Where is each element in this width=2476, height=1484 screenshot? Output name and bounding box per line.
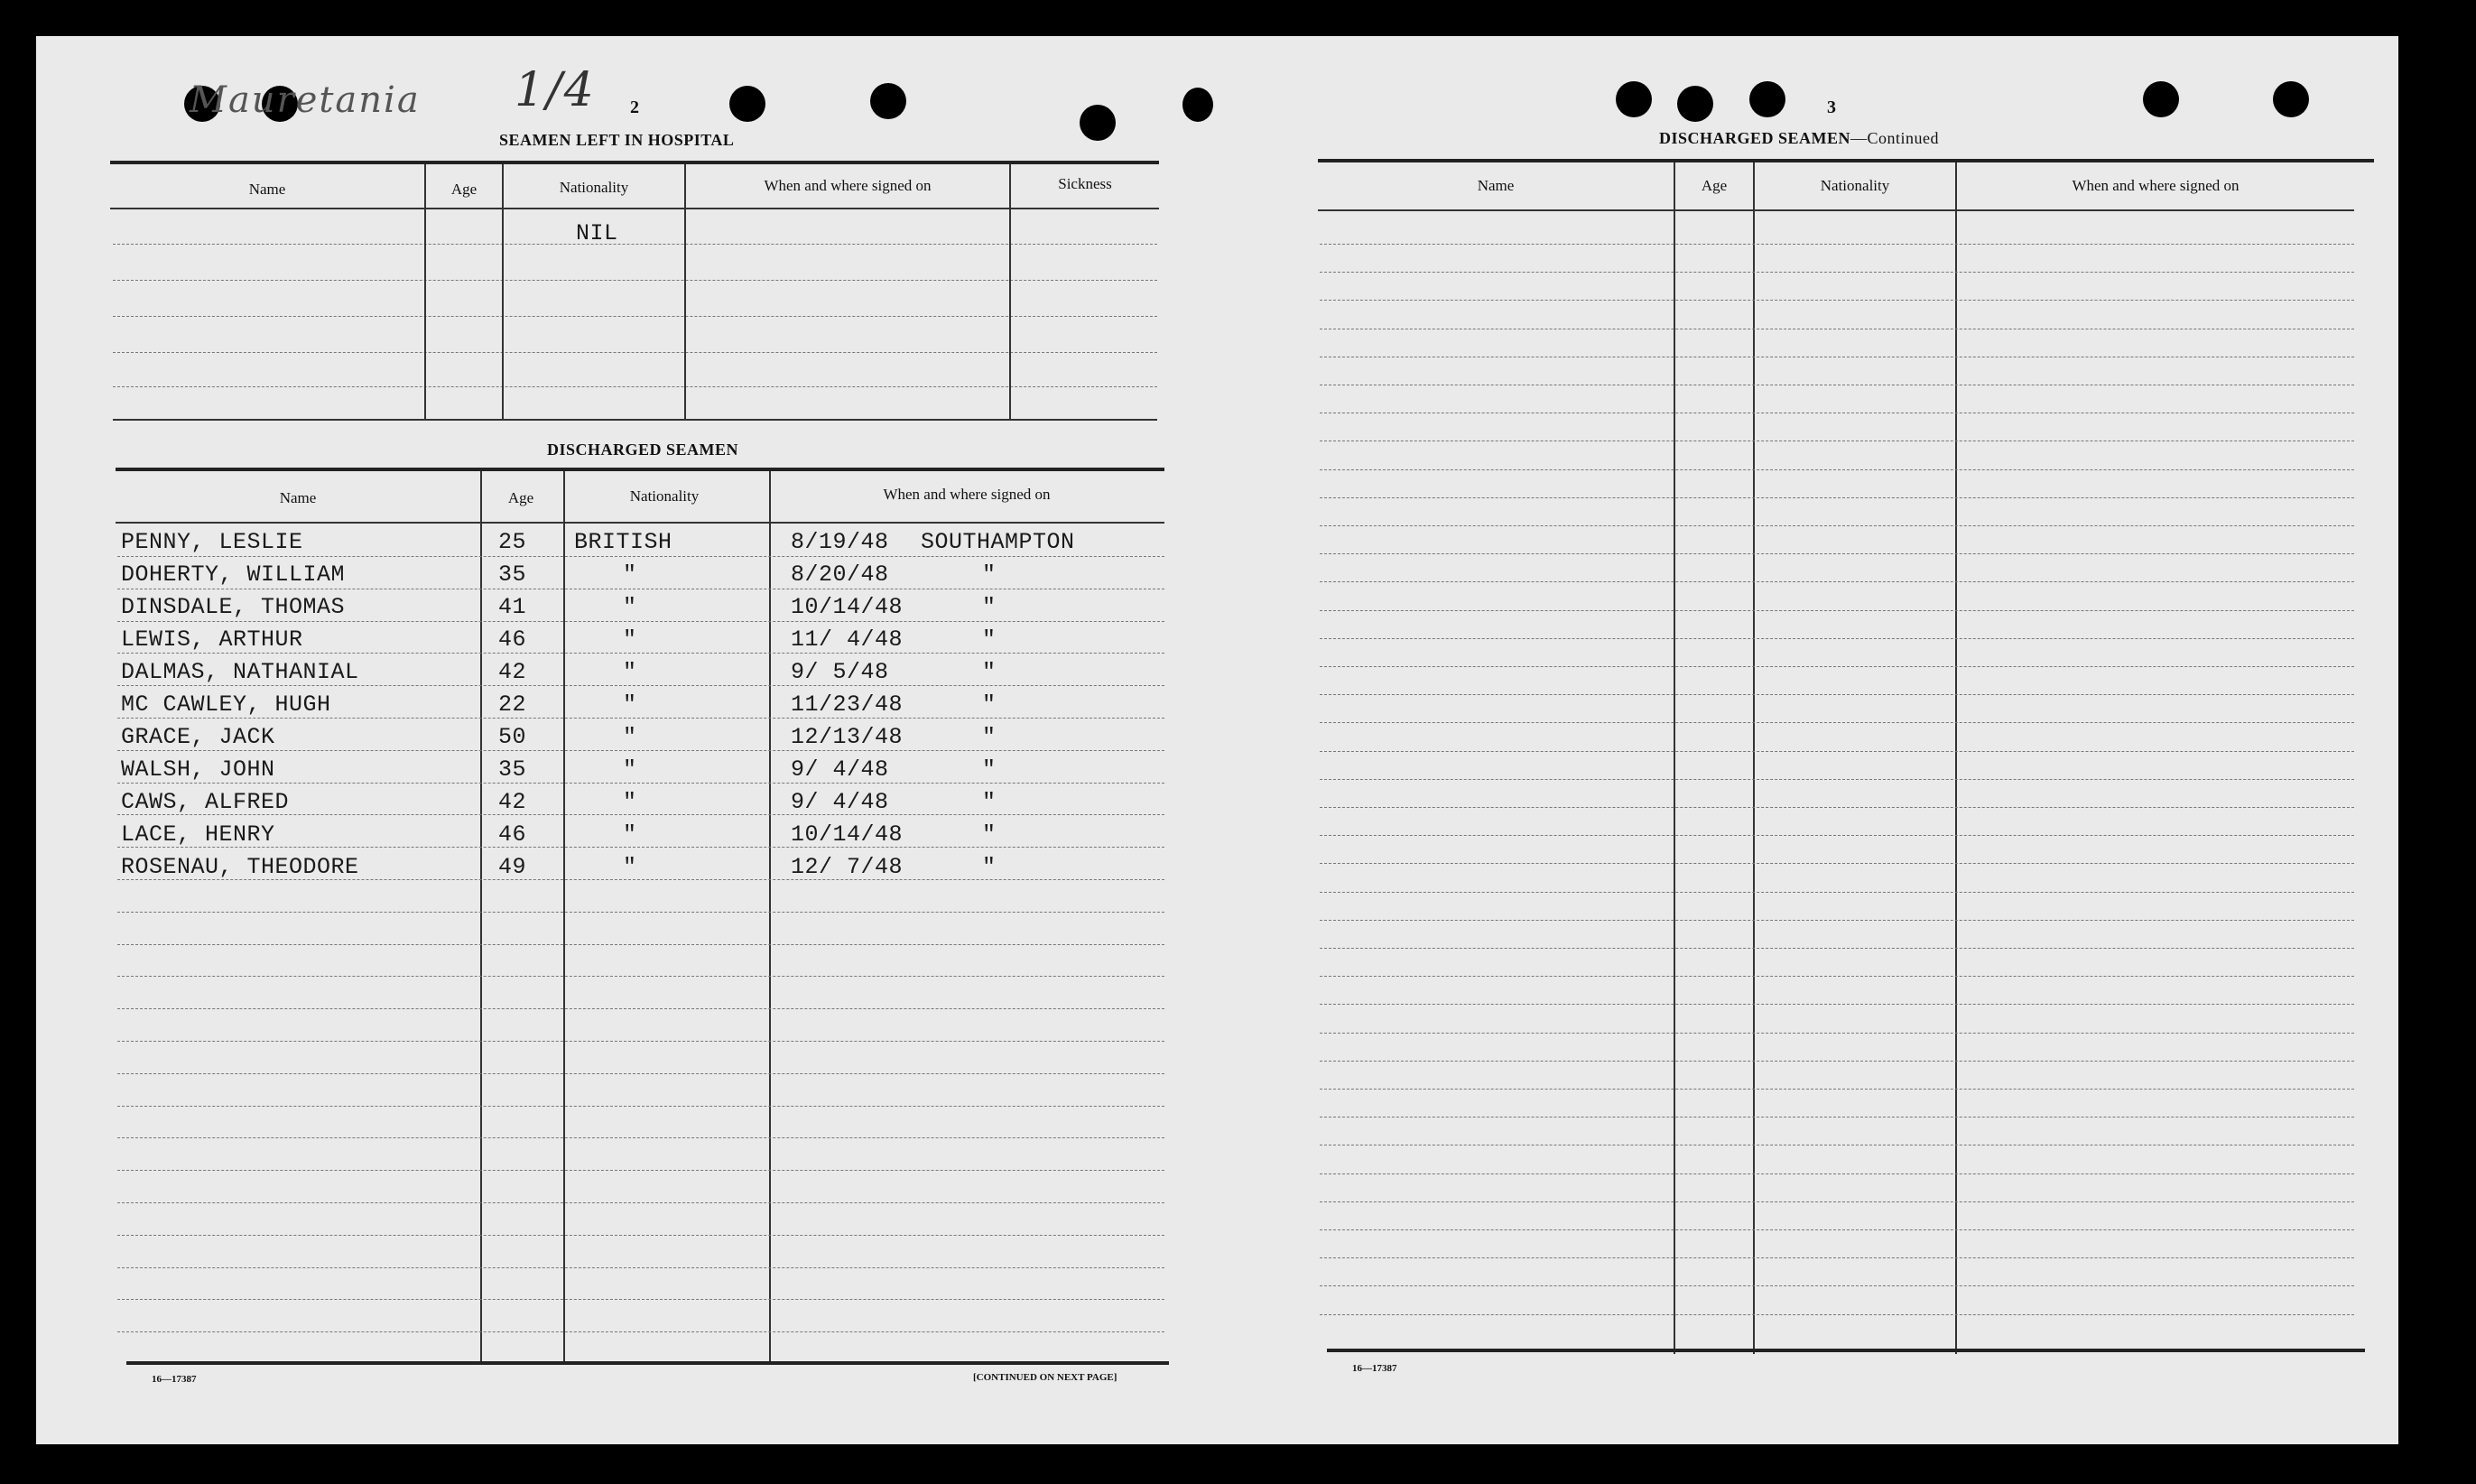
seaman-nationality: " bbox=[623, 789, 637, 815]
hospital-col-nationality: Nationality bbox=[559, 179, 629, 196]
discharged-col-nationality: Nationality bbox=[629, 487, 700, 505]
seaman-signed-place: " bbox=[982, 594, 997, 620]
seaman-nationality: " bbox=[623, 724, 637, 750]
table-ruling bbox=[117, 814, 1164, 815]
table-ruling bbox=[117, 621, 1164, 622]
column-divider bbox=[502, 164, 504, 419]
table-ruling bbox=[1320, 581, 2354, 582]
seaman-age: 41 bbox=[498, 594, 527, 620]
discharged-col-signed-on: When and where signed on bbox=[883, 486, 1051, 503]
column-divider bbox=[1009, 164, 1011, 419]
seaman-signed-date: 11/ 4/48 bbox=[791, 626, 904, 653]
document-sheet bbox=[36, 36, 2398, 1444]
seaman-name: LACE, HENRY bbox=[121, 821, 275, 848]
table-ruling bbox=[117, 944, 1164, 945]
hospital-col-signed-on: When and where signed on bbox=[764, 177, 932, 194]
seaman-nationality: " bbox=[623, 594, 637, 620]
table-ruling bbox=[1320, 1089, 2354, 1090]
seaman-name: DALMAS, NATHANIAL bbox=[121, 659, 359, 685]
seaman-name: LEWIS, ARTHUR bbox=[121, 626, 303, 653]
table-ruling bbox=[117, 718, 1164, 719]
seaman-signed-place: " bbox=[982, 724, 997, 750]
seaman-signed-date: 10/14/48 bbox=[791, 594, 904, 620]
table-ruling bbox=[1320, 751, 2354, 752]
table-ruling bbox=[117, 912, 1164, 913]
table-ruling bbox=[117, 879, 1164, 880]
seaman-nationality: " bbox=[623, 854, 637, 880]
table-ruling bbox=[1320, 976, 2354, 977]
seaman-name: CAWS, ALFRED bbox=[121, 789, 290, 815]
seaman-nationality: " bbox=[623, 659, 637, 685]
table-ruling bbox=[1320, 1257, 2354, 1258]
table-ruling bbox=[113, 386, 1157, 387]
punch-hole bbox=[1182, 88, 1213, 122]
table-ruling bbox=[1320, 610, 2354, 611]
table-ruling bbox=[117, 750, 1164, 751]
table-ruling bbox=[1320, 722, 2354, 723]
left-page-bottom-rule bbox=[126, 1361, 1169, 1365]
table-ruling bbox=[117, 783, 1164, 784]
seaman-age: 46 bbox=[498, 626, 527, 653]
table-ruling bbox=[1320, 807, 2354, 808]
seaman-age: 49 bbox=[498, 854, 527, 880]
punch-hole bbox=[1080, 105, 1116, 141]
table-ruling bbox=[1320, 1061, 2354, 1062]
page-number-right: 3 bbox=[1827, 97, 1836, 117]
column-divider bbox=[1753, 162, 1755, 1354]
table-ruling bbox=[113, 280, 1157, 281]
seaman-age: 35 bbox=[498, 756, 527, 783]
table-ruling bbox=[113, 244, 1157, 245]
table-ruling bbox=[117, 1299, 1164, 1300]
seaman-name: WALSH, JOHN bbox=[121, 756, 275, 783]
seaman-nationality: BRITISH bbox=[574, 529, 672, 555]
discharged-table-header-rule bbox=[116, 522, 1164, 524]
table-ruling bbox=[1320, 553, 2354, 554]
table-ruling bbox=[117, 1235, 1164, 1236]
seaman-nationality: " bbox=[623, 691, 637, 718]
right-table-header-rule bbox=[1318, 209, 2354, 211]
seaman-signed-date: 11/23/48 bbox=[791, 691, 904, 718]
seaman-age: 25 bbox=[498, 529, 527, 555]
handwritten-ship-name: Mauretania bbox=[190, 79, 421, 121]
table-ruling bbox=[1320, 1033, 2354, 1034]
footer-form-number-right: 16—17387 bbox=[1352, 1363, 1397, 1374]
table-ruling bbox=[117, 685, 1164, 686]
table-ruling bbox=[1320, 863, 2354, 864]
seaman-age: 50 bbox=[498, 724, 527, 750]
seaman-signed-date: 12/13/48 bbox=[791, 724, 904, 750]
page-number-left: 2 bbox=[630, 97, 639, 117]
table-ruling bbox=[1320, 1173, 2354, 1174]
table-ruling bbox=[1320, 1285, 2354, 1286]
right-col-signed-on: When and where signed on bbox=[2072, 177, 2240, 194]
table-ruling bbox=[1320, 272, 2354, 273]
table-ruling bbox=[1320, 1314, 2354, 1315]
table-ruling bbox=[1320, 892, 2354, 893]
right-col-name: Name bbox=[1477, 177, 1515, 194]
table-ruling bbox=[117, 1267, 1164, 1268]
discharged-section-title: DISCHARGED SEAMEN bbox=[547, 441, 739, 459]
hospital-table-bottom-rule bbox=[113, 419, 1157, 421]
seaman-signed-date: 9/ 4/48 bbox=[791, 756, 889, 783]
seaman-nationality: " bbox=[623, 561, 637, 588]
table-ruling bbox=[1320, 920, 2354, 921]
table-ruling bbox=[117, 1170, 1164, 1171]
seaman-signed-date: 8/19/48 bbox=[791, 529, 889, 555]
table-ruling bbox=[117, 1073, 1164, 1074]
table-ruling bbox=[117, 653, 1164, 654]
seaman-signed-place: " bbox=[982, 626, 997, 653]
table-ruling bbox=[117, 1137, 1164, 1138]
table-ruling bbox=[1320, 1117, 2354, 1118]
column-divider bbox=[684, 164, 686, 419]
punch-hole bbox=[2273, 81, 2309, 117]
table-ruling bbox=[1320, 244, 2354, 245]
seaman-signed-place: " bbox=[982, 854, 997, 880]
table-ruling bbox=[113, 352, 1157, 353]
column-divider bbox=[769, 471, 771, 1363]
discharged-col-age: Age bbox=[507, 489, 534, 506]
seaman-nationality: " bbox=[623, 626, 637, 653]
column-divider bbox=[424, 164, 426, 419]
seaman-age: 42 bbox=[498, 789, 527, 815]
table-ruling bbox=[117, 556, 1164, 557]
discharged-col-name: Name bbox=[279, 489, 317, 506]
punch-hole bbox=[1677, 86, 1713, 122]
footer-form-number-left: 16—17387 bbox=[152, 1374, 197, 1385]
hospital-table-top-rule bbox=[110, 161, 1159, 164]
column-divider bbox=[1955, 162, 1957, 1354]
punch-hole bbox=[870, 83, 906, 119]
seaman-age: 35 bbox=[498, 561, 527, 588]
table-ruling bbox=[1320, 525, 2354, 526]
seaman-name: GRACE, JACK bbox=[121, 724, 275, 750]
handwritten-number: 1/4 bbox=[515, 63, 596, 117]
right-title-suffix: —Continued bbox=[1850, 129, 1940, 147]
seaman-nationality: " bbox=[623, 756, 637, 783]
seaman-name: DOHERTY, WILLIAM bbox=[121, 561, 346, 588]
punch-hole bbox=[2143, 81, 2179, 117]
seaman-signed-date: 8/20/48 bbox=[791, 561, 889, 588]
seaman-signed-date: 10/14/48 bbox=[791, 821, 904, 848]
seaman-signed-date: 9/ 4/48 bbox=[791, 789, 889, 815]
seaman-signed-date: 9/ 5/48 bbox=[791, 659, 889, 685]
punch-hole bbox=[1616, 81, 1652, 117]
right-page-bottom-rule bbox=[1327, 1349, 2365, 1352]
right-col-age: Age bbox=[1701, 177, 1728, 194]
table-ruling bbox=[1320, 1229, 2354, 1230]
discharged-table-top-rule bbox=[116, 468, 1164, 471]
punch-hole bbox=[729, 86, 765, 122]
column-divider bbox=[1674, 162, 1675, 1354]
hospital-col-name: Name bbox=[248, 181, 286, 198]
punch-hole bbox=[1749, 81, 1785, 117]
table-ruling bbox=[1320, 835, 2354, 836]
hospital-section-title: SEAMEN LEFT IN HOSPITAL bbox=[499, 131, 735, 149]
table-ruling bbox=[1320, 1201, 2354, 1202]
hospital-table-header-rule bbox=[110, 208, 1159, 209]
table-ruling bbox=[117, 847, 1164, 848]
seaman-name: ROSENAU, THEODORE bbox=[121, 854, 359, 880]
seaman-signed-place: " bbox=[982, 821, 997, 848]
right-col-nationality: Nationality bbox=[1820, 177, 1890, 194]
table-ruling bbox=[1320, 469, 2354, 470]
table-ruling bbox=[1320, 638, 2354, 639]
hospital-nil-entry: NIL bbox=[576, 220, 618, 246]
table-ruling bbox=[1320, 694, 2354, 695]
table-ruling bbox=[117, 1041, 1164, 1042]
table-ruling bbox=[117, 1331, 1164, 1332]
seaman-age: 22 bbox=[498, 691, 527, 718]
seaman-signed-place: " bbox=[982, 756, 997, 783]
seaman-signed-place: " bbox=[982, 691, 997, 718]
right-table-top-rule bbox=[1318, 159, 2374, 162]
seaman-signed-date: 12/ 7/48 bbox=[791, 854, 904, 880]
table-ruling bbox=[117, 1106, 1164, 1107]
hospital-col-age: Age bbox=[450, 181, 478, 198]
seaman-name: PENNY, LESLIE bbox=[121, 529, 303, 555]
table-ruling bbox=[117, 1008, 1164, 1009]
table-ruling bbox=[1320, 948, 2354, 949]
right-title-main: DISCHARGED SEAMEN bbox=[1659, 129, 1851, 147]
footer-continued: [CONTINUED ON NEXT PAGE] bbox=[973, 1372, 1117, 1383]
seaman-signed-place: " bbox=[982, 561, 997, 588]
seaman-age: 46 bbox=[498, 821, 527, 848]
seaman-age: 42 bbox=[498, 659, 527, 685]
seaman-nationality: " bbox=[623, 821, 637, 848]
table-ruling bbox=[1320, 779, 2354, 780]
seaman-name: DINSDALE, THOMAS bbox=[121, 594, 346, 620]
seaman-signed-place: SOUTHAMPTON bbox=[921, 529, 1075, 555]
table-ruling bbox=[113, 316, 1157, 317]
table-ruling bbox=[1320, 666, 2354, 667]
table-ruling bbox=[117, 976, 1164, 977]
table-ruling bbox=[1320, 497, 2354, 498]
column-divider bbox=[480, 471, 482, 1363]
table-ruling bbox=[1320, 1004, 2354, 1005]
hospital-col-sickness: Sickness bbox=[1058, 175, 1112, 192]
seaman-name: MC CAWLEY, HUGH bbox=[121, 691, 331, 718]
column-divider bbox=[563, 471, 565, 1363]
table-ruling bbox=[117, 1202, 1164, 1203]
seaman-signed-place: " bbox=[982, 789, 997, 815]
right-page-title bbox=[1659, 129, 1939, 148]
seaman-signed-place: " bbox=[982, 659, 997, 685]
table-ruling bbox=[1320, 300, 2354, 301]
